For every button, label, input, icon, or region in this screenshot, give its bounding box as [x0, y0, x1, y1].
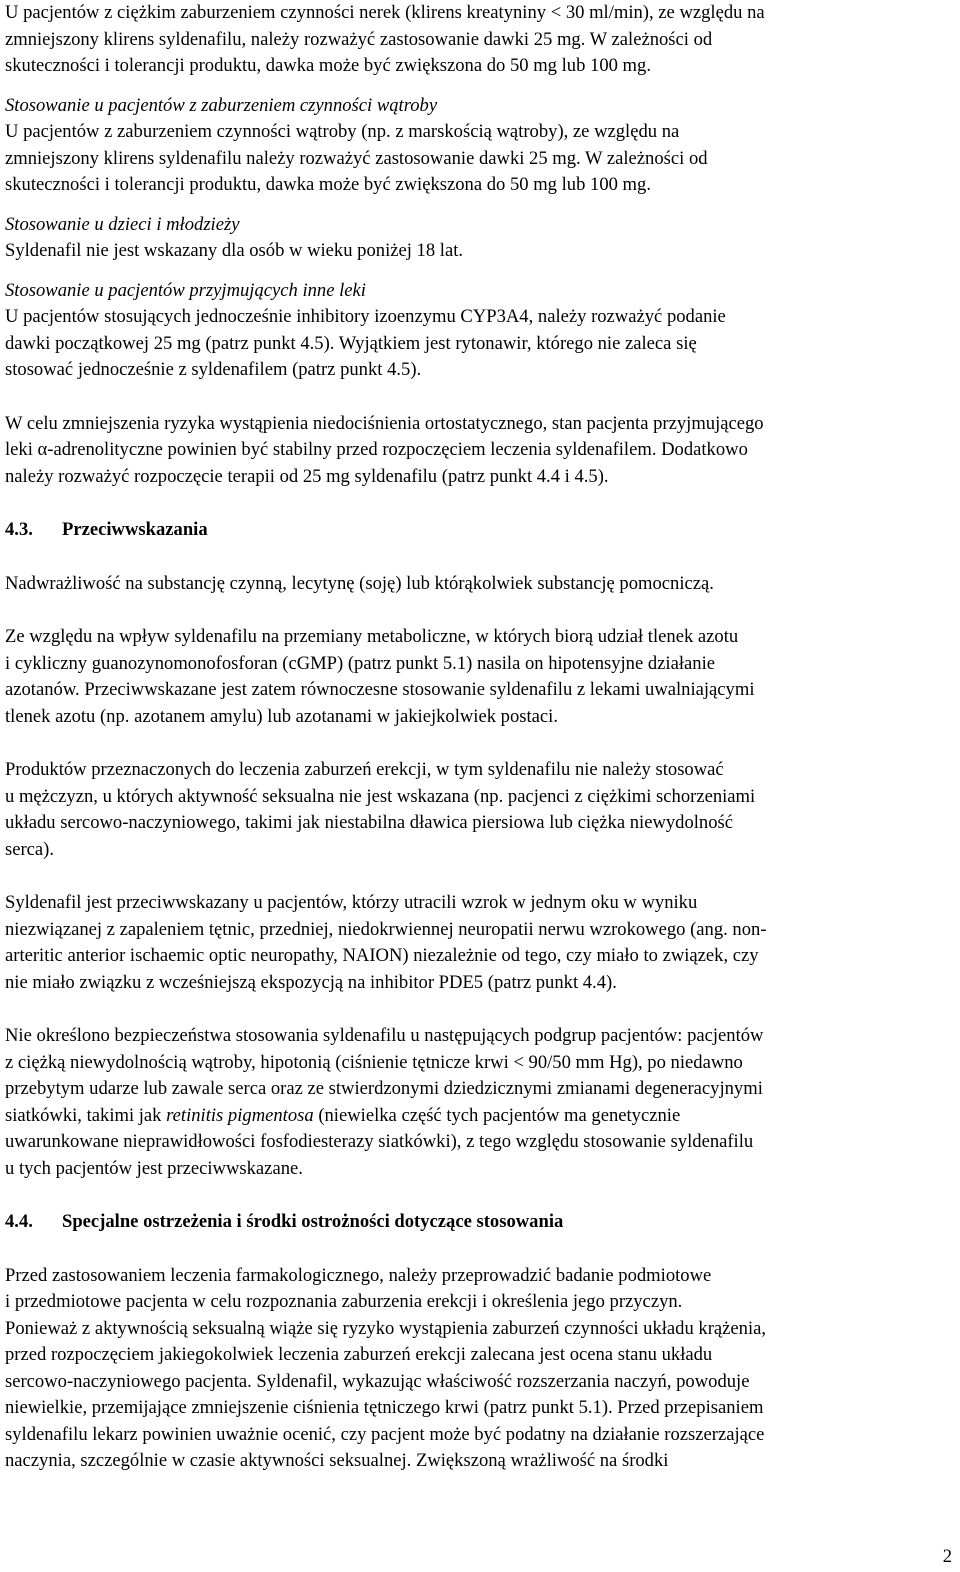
subheading-hepatic: Stosowanie u pacjentów z zaburzeniem czynności wątroby [5, 94, 438, 116]
italic-term: retinitis pigmentosa [166, 1104, 314, 1126]
paragraph-alpha-blockers [5, 411, 930, 491]
text-line: Produktów przeznaczonych do leczenia zaburzeń erekcji, w tym syldenafilu nie należy stosować [5, 759, 724, 780]
text-line: niezwiązanej z zapaleniem tętnic, przedniej, niedokrwiennej neuropatii nerwu wzrokowego (ang. non- [5, 918, 767, 940]
section-heading-4-4 [5, 1209, 930, 1236]
paragraph-hepatic [5, 119, 930, 199]
text-line: leki α-adrenolityczne powinien być stabilny przed rozpoczęciem leczenia syldenafilem. Dodatkowo [5, 439, 748, 460]
section-number: 4.4. [5, 1211, 33, 1232]
text-line: W celu zmniejszenia ryzyka wystąpienia niedociśnienia ortostatycznego, stan pacjenta przyjmującego [5, 412, 764, 434]
text-line: należy rozważyć rozpoczęcie terapii od 25 mg syldenafilu (patrz punkt 4.4 i 4.5). [5, 465, 609, 487]
section-number: 4.3. [5, 519, 33, 540]
paragraph-nitrates [5, 624, 930, 730]
document-page [5, 0, 930, 1475]
text-line: arteritic anterior ischaemic optic neuropathy, NAION) niezależnie od tego, czy miało to związek, czy [5, 945, 759, 966]
text-line: U pacjentów z zaburzeniem czynności wątroby (np. z marskością wątroby), ze względu na [5, 121, 680, 142]
paragraph-renal [5, 0, 930, 80]
text-line: Nie określono bezpieczeństwa stosowania syldenafilu u następujących podgrup pacjentów: pacjentów [5, 1025, 764, 1046]
text-line: Przed zastosowaniem leczenia farmakologicznego, należy przeprowadzić badanie podmiotowe [5, 1264, 712, 1286]
paragraph-hypersensitivity [5, 571, 930, 598]
text-line: dawki początkowej 25 mg (patrz punkt 4.5). Wyjątkiem jest rytonawir, którego nie zaleca się [5, 332, 697, 354]
text-line: U pacjentów z ciężkim zaburzeniem czynności nerek (klirens kreatyniny < 30 ml/min), ze względu na [5, 2, 765, 23]
paragraph-naion [5, 890, 930, 996]
text-line: Syldenafil jest przeciwwskazany u pacjentów, którzy utracili wzrok w jednym oku w wyniku [5, 892, 698, 913]
page-number: 2 [942, 1545, 952, 1567]
text-line: Nadwrażliwość na substancję czynną, lecytynę (soję) lub którąkolwiek substancję pomocniczą. [5, 572, 714, 594]
text-line: stosować jednocześnie z syldenafilem (patrz punkt 4.5). [5, 359, 422, 380]
paragraph-safety [5, 1023, 930, 1182]
paragraph-children [5, 238, 930, 265]
text-line: uwarunkowane nieprawidłowości fosfodiesterazy siatkówki), z tego względu stosowanie syldenafilu [5, 1131, 754, 1152]
paragraph-warnings [5, 1263, 930, 1475]
text-line: nie miało związku z wcześniejszą ekspozycją na inhibitor PDE5 (patrz punkt 4.4). [5, 971, 617, 993]
text-line: niewielkie, przemijające zmniejszenie ciśnienia tętniczego krwi (patrz punkt 5.1). Przed przepisaniem [5, 1397, 764, 1418]
text-line: zmniejszony klirens syldenafilu, należy rozważyć zastosowanie dawki 25 mg. W zależności od [5, 28, 713, 50]
text-line: U pacjentów stosujących jednocześnie inhibitory izoenzymu CYP3A4, należy rozważyć podanie [5, 306, 726, 327]
text-line: tlenek azotu (np. azotanem amylu) lub azotanami w jakiejkolwiek postaci. [5, 705, 558, 727]
text-line: u tych pacjentów jest przeciwwskazane. [5, 1157, 303, 1179]
text-line: zmniejszony klirens syldenafilu należy rozważyć zastosowanie dawki 25 mg. W zależności od [5, 147, 708, 169]
paragraph-other-drugs [5, 304, 930, 384]
text-line: Ponieważ z aktywnością seksualną wiąże się ryzyko wystąpienia zaburzeń czynności układu krążenia, [5, 1317, 767, 1339]
subheading-children: Stosowanie u dzieci i młodzieży [5, 213, 240, 235]
text-segment: siatkówki, takimi jak [5, 1104, 167, 1126]
text-line: serca). [5, 838, 55, 860]
text-line: układu sercowo-naczyniowego, takimi jak niestabilna dławica piersiowa lub ciężka niewydolność [5, 812, 734, 833]
text-line: przed rozpoczęciem jakiegokolwiek leczenia zaburzeń erekcji zalecana jest ocena stanu układu [5, 1344, 713, 1365]
text-segment: (niewielka część tych pacjentów ma genetycznie [313, 1104, 681, 1126]
text-line: skuteczności i tolerancji produktu, dawka może być zwiększona do 50 mg lub 100 mg. [5, 55, 651, 76]
text-line: i cykliczny guanozynomonofosforan (cGMP) (patrz punkt 5.1) nasila on hipotensyjne działanie [5, 652, 715, 674]
paragraph-erectile [5, 757, 930, 863]
text-line: sercowo-naczyniowego pacjenta. Syldenafil, wykazując właściwość rozszerzania naczyń, powoduje [5, 1370, 750, 1392]
subheading-other-drugs: Stosowanie u pacjentów przyjmujących inne leki [5, 279, 366, 301]
text-line: naczynia, szczególnie w czasie aktywności seksualnej. Zwiększoną wrażliwość na środki [5, 1450, 669, 1471]
text-line: skuteczności i tolerancji produktu, dawka może być zwiększona do 50 mg lub 100 mg. [5, 174, 651, 195]
text-line: azotanów. Przeciwwskazane jest zatem równoczesne stosowanie syldenafilu z lekami uwalniającymi [5, 679, 755, 700]
section-heading-4-3 [5, 517, 930, 544]
text-line: Ze względu na wpływ syldenafilu na przemiany metaboliczne, w których biorą udział tlenek azotu [5, 626, 739, 647]
text-line: i przedmiotowe pacjenta w celu rozpoznania zaburzenia erekcji i określenia jego przyczyn. [5, 1291, 683, 1312]
text-line: przebytym udarze lub zawale serca oraz ze stwierdzonymi dziedzicznymi zmianami degeneracyjnymi [5, 1078, 763, 1099]
text-line: u mężczyzn, u których aktywność seksualna nie jest wskazana (np. pacjenci z ciężkimi schorzeniami [5, 785, 756, 807]
text-line [5, 1103, 930, 1130]
text-line: z ciężką niewydolnością wątroby, hipotonią (ciśnienie tętnicze krwi < 90/50 mm Hg), po niedawno [5, 1051, 743, 1073]
section-title: Specjalne ostrzeżenia i środki ostrożności dotyczące stosowania [62, 1211, 564, 1232]
text-line: syldenafilu lekarz powinien uważnie ocenić, czy pacjent może być podatny na działanie rozszerzające [5, 1423, 765, 1445]
text-line: Syldenafil nie jest wskazany dla osób w wieku poniżej 18 lat. [5, 240, 464, 261]
section-title: Przeciwwskazania [62, 519, 208, 540]
